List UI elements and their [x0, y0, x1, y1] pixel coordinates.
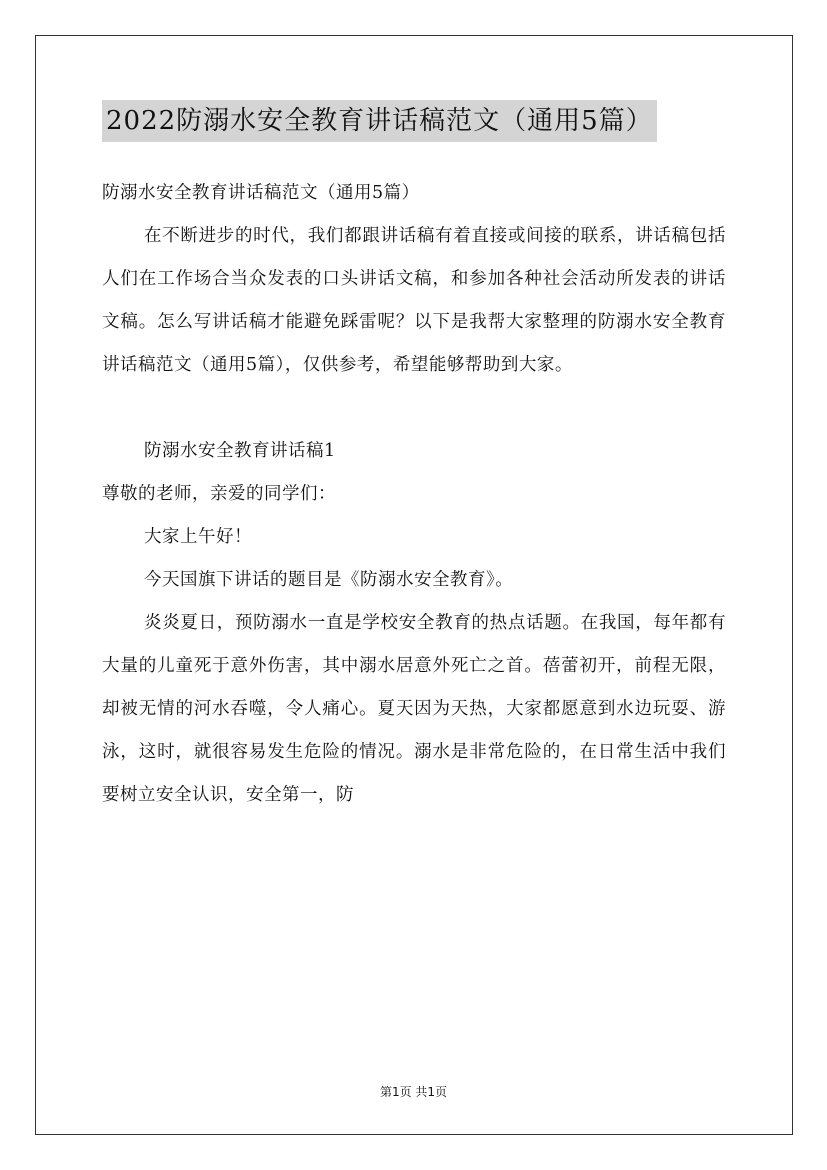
document-body	[102, 172, 726, 817]
paragraph: 大家上午好！	[144, 527, 252, 547]
paragraph: 今天国旗下讲话的题目是《防溺水安全教育》。	[144, 570, 514, 590]
paragraph: 防溺水安全教育讲话稿范文（通用5篇）	[102, 183, 420, 203]
paragraph: 炎炎夏日，预防溺水一直是学校安全教育的热点话题。在我国，每年都有大量的儿童死于意外伤害，其中溺水居意外死亡之首。蓓蕾初开，前程无限，却被无情的河水吞噬，令人痛心。夏天因为天热，大家都愿意到水边玩耍、游泳，这时，就很容易发生危险的情况。溺水是非常危险的，在日常生活中我们要树立安全认识，安全第一，防	[102, 613, 726, 805]
paragraph: 在不断进步的时代，我们都跟讲话稿有着直接或间接的联系，讲话稿包括人们在工作场合当众发表的口头讲话文稿，和参加各种社会活动所发表的讲话文稿。怎么写讲话稿才能避免踩雷呢？以下是我帮大家整理的防溺水安全教育讲话稿范文（通用5篇），仅供参考，希望能够帮助到大家。	[102, 226, 726, 375]
page-footer: 第1页 共1页	[379, 1085, 448, 1099]
paragraph: 防溺水安全教育讲话稿1	[144, 441, 336, 461]
paragraph-gap	[102, 387, 726, 430]
paragraph: 尊敬的老师，亲爱的同学们：	[102, 484, 336, 504]
document-title: 2022防溺水安全教育讲话稿范文（通用5篇）	[102, 100, 657, 142]
